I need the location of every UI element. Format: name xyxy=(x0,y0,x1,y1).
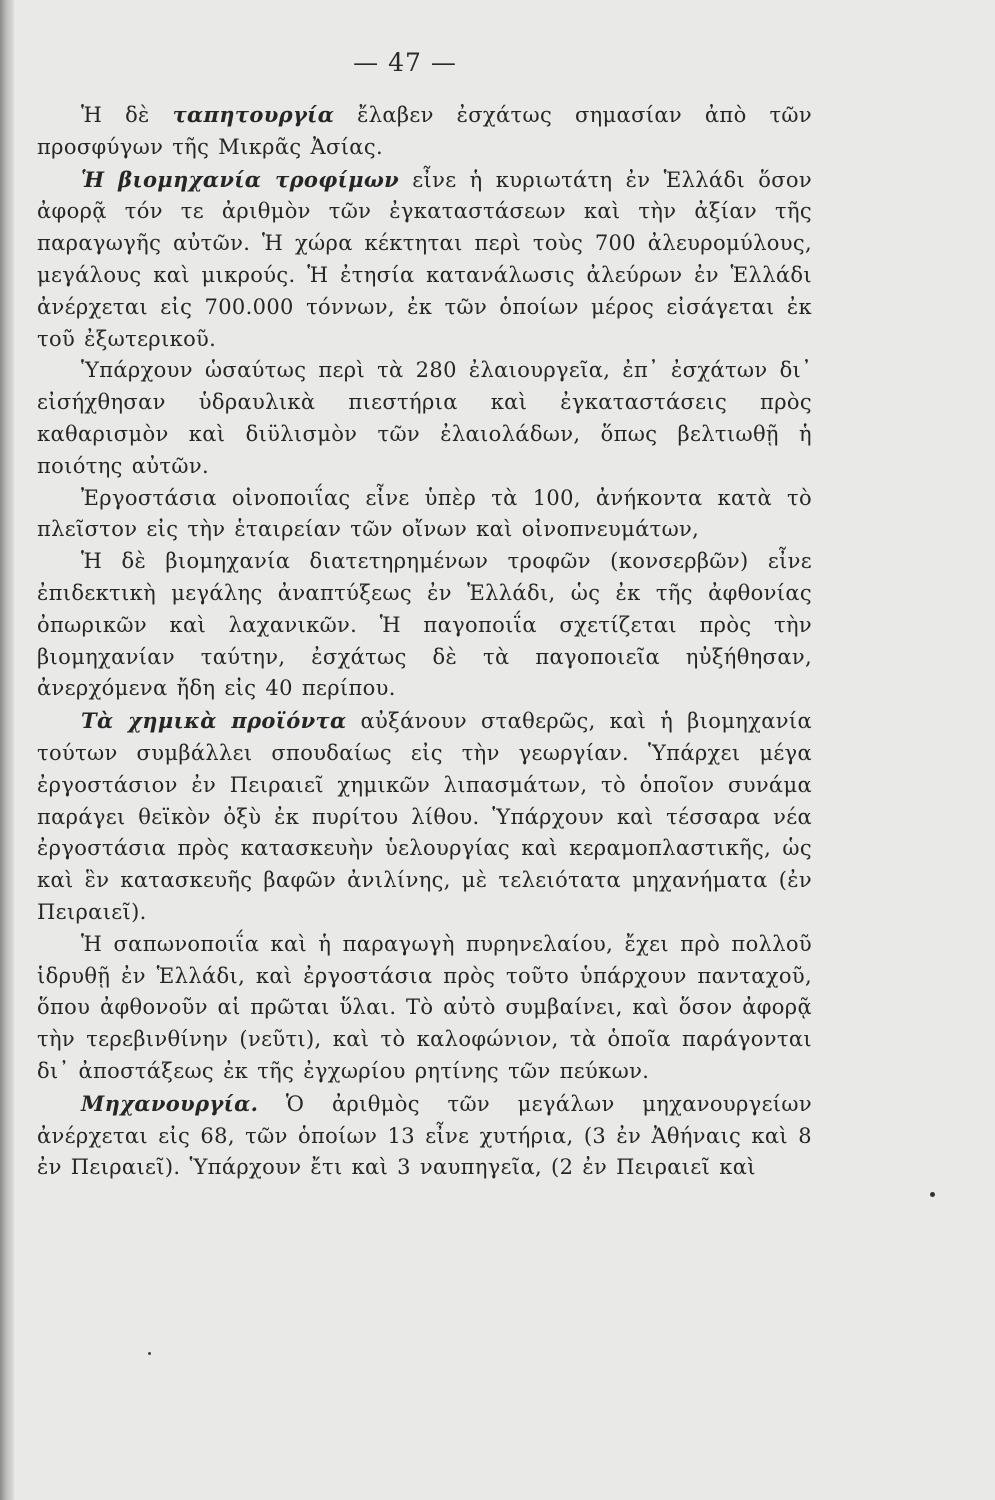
paragraph-text: Ὑπάρχουν ὡσαύτως περὶ τὰ 280 ἐλαιουργεῖα, ἐπ᾿ ἐσχάτων δι᾿ εἰσήχθησαν ὑδραυλικὰ πιεστήρια καὶ ἐγκαταστάσεις πρὸς καθαρισμὸν καὶ διϋλισμὸν τῶν ἐλαιολάδων, ὅπως βελτιωθῇ ἡ ποιότης αὐτῶν. xyxy=(37,358,812,478)
paragraph-preserves xyxy=(37,546,812,705)
paragraph-keyword: ταπητουργία xyxy=(172,102,335,127)
paragraph-chemicals xyxy=(37,705,812,929)
paragraph-carpet-weaving xyxy=(37,99,812,164)
paragraph-keyword: Τὰ χημικὰ προϊόντα xyxy=(81,708,347,734)
paragraph-text: Ἐργοστάσια οἰνοποιΐας εἶνε ὑπὲρ τὰ 100, ἀνήκοντα κατὰ τὸ πλεῖστον εἰς τὴν ἑταιρείαν τῶν οἴνων καὶ οἰνοπνευμάτων, xyxy=(37,485,812,542)
paragraph-engineering xyxy=(37,1088,812,1184)
ink-speck xyxy=(148,1352,151,1355)
paragraph-text: Ἡ σαπωνοποιΐα καὶ ἡ παραγωγὴ πυρηνελαίου, ἔχει πρὸ πολλοῦ ἱδρυθῇ ἐν Ἑλλάδι, καὶ ἐργοστάσια πρὸς τοῦτο ὑπάρχουν πανταχοῦ, ὅπου ἀφθονοῦν αἱ πρῶται ὕλαι. Τὸ αὐτὸ συμβαίνει, καὶ ὅσον ἀφορᾷ τὴν τερεβινθίνην (νεῦτι), καὶ τὸ καλοφώνιον, τὰ ὁποῖα παράγονται δι᾿ ἀποστάξεως ἐκ τῆς ἐγχωρίου ρητίνης τῶν πεύκων. xyxy=(37,931,812,1083)
paragraph-keyword: Μηχανουργία. xyxy=(81,1090,259,1116)
paragraph-soap-making xyxy=(37,929,812,1088)
paragraph-keyword: Ἡ βιομηχανία τροφίμων xyxy=(81,166,400,192)
paragraph-text: Ὁ ἀριθμὸς τῶν μεγάλων μηχανουργείων ἀνέρχεται εἰς 68, τῶν ὁποίων 13 εἶνε χυτήρια, (3 ἐν Ἀθήναις καὶ 8 ἐν Πειραιεῖ). Ὑπάρχουν ἔτι καὶ 3 ναυπηγεῖα, (2 ἐν Πειραιεῖ καὶ xyxy=(37,1091,812,1180)
page-number: — 47 — xyxy=(353,48,457,77)
paragraph-text: αὐξάνουν σταθερῶς, καὶ ἡ βιομηχανία τούτων συμβάλλει σπουδαίως εἰς τὴν γεωργίαν. Ὑπάρχει μέγα ἐργοστάσιον ἐν Πειραιεῖ χημικῶν λιπασμάτων, τὸ ὁποῖον συνάμα παράγει θεϊκὸν ὀξὺ ἐκ πυρίτου λίθου. Ὑπάρχουν καὶ τέσσαρα νέα ἐργοστάσια πρὸς κατασκευὴν ὑελουργίας καὶ κεραμοπλαστικῆς, ὡς καὶ ἓν κατασκευῆς βαφῶν ἀνιλίνης, μὲ τελειότατα μηχανήματα (ἐν Πειραιεῖ). xyxy=(37,709,812,924)
paragraph-text: Ἡ δὲ βιομηχανία διατετηρημένων τροφῶν (κονσερβῶν) εἶνε ἐπιδεκτικὴ μεγάλης ἀναπτύξεως ἐν Ἑλλάδι, ὡς ἐκ τῆς ἀφθονίας ὀπωρικῶν καὶ λαχανικῶν. Ἡ παγοποιΐα σχετίζεται πρὸς τὴν βιομηχανίαν ταύτην, ἐσχάτως δὲ τὰ παγοποιεῖα ηὐξήθησαν, ἀνερχόμενα ἤδη εἰς 40 περίπου. xyxy=(37,549,812,701)
body-text xyxy=(37,99,812,1184)
ink-speck xyxy=(930,1192,935,1197)
paragraph-text: ἔλαβεν ἐσχάτως σημασίαν ἀπὸ τῶν προσφύγων τῆς Μικρᾶς Ἀσίας. xyxy=(37,103,812,159)
paragraph-olive-oil xyxy=(37,355,812,482)
paragraph-lead: Ἡ δὲ xyxy=(81,103,173,127)
page-binding-edge xyxy=(0,0,14,1500)
paragraph-food-industry xyxy=(37,164,812,356)
paragraph-text: εἶνε ἡ κυριωτάτη ἐν Ἑλλάδι ὅσον ἀφορᾷ τόν τε ἀριθμὸν τῶν ἐγκαταστάσεων καὶ τὴν ἀξίαν τῆς παραγωγῆς αὐτῶν. Ἡ χώρα κέκτηται περὶ τοὺς 700 ἀλευρομύλους, μεγάλους καὶ μικρούς. Ἡ ἐτησία κατανάλωσις ἀλεύρων ἐν Ἑλλάδι ἀνέρχεται εἰς 700.000 τόννων, ἐκ τῶν ὁποίων μέρος εἰσάγεται ἐκ τοῦ ἐξωτερικοῦ. xyxy=(37,167,812,351)
paragraph-wineries xyxy=(37,483,812,547)
